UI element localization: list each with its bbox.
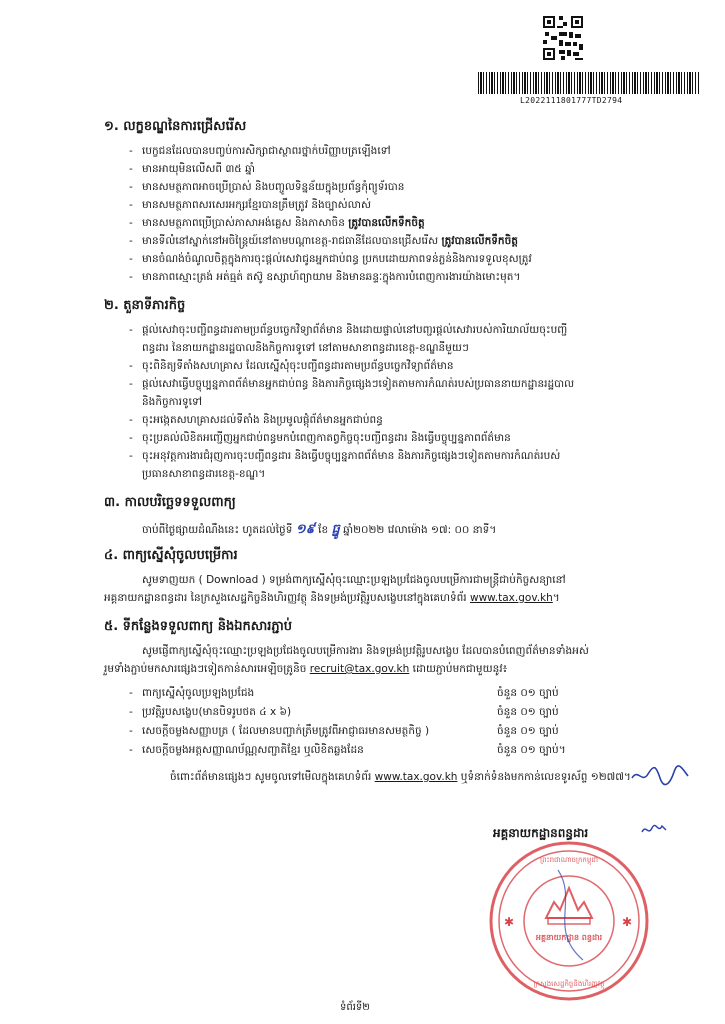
list-item: - បេក្ខជនដែលបានបញ្ចប់ការសិក្សាជាស្ថាពរថ្នាក់បរិញ្ញាបត្រឡើងទៅ [142, 145, 391, 160]
paragraph-text: រួមទាំងភ្ជាប់មកសារផ្សេងៗទៀតកាន់សារអេឡិចត្រូនិច [104, 663, 307, 675]
list-item: - ចុះពិនិត្យទីតាំងសហគ្រាស ដែលស្នើសុំចុះបញ្ជីពន្ធដារតាមប្រព័ន្ធបច្ចេកវិទ្យាព័ត៌មាន [142, 360, 454, 375]
required-document-count: ចំនួន ០១ ច្បាប់ [497, 725, 559, 737]
list-item: - មានចំណង់ចំណូលចិត្តក្នុងការចុះផ្តល់សេវាជូនអ្នកជាប់ពន្ធ ប្រកបដោយភាពទន់ភ្លន់និងការទទួលខុសត្រូវ [142, 253, 532, 268]
list-item-continuation: និងកិច្ចការទូទៅ [142, 396, 202, 408]
contact-text: ចំពោះព័ត៌មានផ្សេងៗ សូមចូលទៅមើលក្នុងគេហទំព័រ [170, 771, 372, 783]
contact-info-line [170, 771, 631, 786]
list-item: - ផ្តល់សេវាចុះបញ្ជីពន្ធដារតាមប្រព័ន្ធបច្ចេកវិទ្យាព័ត៌មាន និងដោយផ្ទាល់នៅបញ្ជរផ្តល់សេវារបស់ការិយាល័យចុះបញ្ជី [142, 324, 567, 339]
svg-text:✱: ✱ [504, 915, 515, 929]
qr-code-icon [543, 16, 583, 60]
seal-bottom-text: ក្រសួងសេដ្ឋកិច្ចនិងហិរញ្ញវត្ថុ [533, 980, 605, 988]
list-item-text: មានសមត្ថភាពប្រើប្រាស់ភាសាអង់គ្លេស និងភាសាចិន [142, 217, 345, 229]
deadline-suffix: ឆ្នាំ២០២២ វេលាម៉ោង ១៧: ០០ នាទី។ [343, 524, 497, 536]
list-item-text: មានទីលំនៅស្នាក់នៅអចិន្ត្រៃយ៍នៅតាមបណ្តាខេត្ត-រាជធានីដែលបានជ្រើសរើស [142, 235, 439, 247]
barcode-number: L2022111801777TD2794 [520, 96, 623, 105]
list-item: - មានអាយុមិនលើសពី ៣៥ ឆ្នាំ [142, 163, 255, 178]
signatory-title: អគ្គនាយកដ្ឋានពន្ធដារ [493, 826, 589, 840]
section-3-heading: ៣. កាលបរិច្ឆេទទទួលពាក្យ [104, 495, 236, 510]
encouraged-label: ត្រូវបានលើកទឹកចិត្ត [348, 217, 425, 229]
list-item [142, 235, 518, 250]
email-link[interactable]: recruit@tax.gov.kh [309, 663, 410, 675]
website-link[interactable]: www.tax.gov.kh [469, 592, 553, 604]
section-1-heading: ១. លក្ខខណ្ឌនៃការជ្រើសរើស [104, 119, 247, 134]
list-item: - មានសមត្ថភាពអាចប្រើប្រាស់ និងបញ្ចូលទិន្នន័យក្នុងប្រព័ន្ធកុំព្យូទ័របាន [142, 181, 404, 196]
encouraged-label: ត្រូវបានលើកទឹកចិត្ត [441, 235, 518, 247]
barcode [478, 72, 700, 94]
required-document-item: - ប្រវត្តិរូបសង្ខេប(មានបិទរូបថត ៤ x ៦) [142, 706, 291, 721]
required-document-count: ចំនួន ០១ ច្បាប់ [497, 687, 559, 699]
paragraph-line: សូមផ្ញើពាក្យស្នើសុំចុះឈ្មោះប្រឡងប្រជែងចូលបម្រើការងារ និងទម្រង់ប្រវត្តិរូបសង្ខេប ដែលបានបំពេញព័ត៌មានទាំងអស់ [142, 645, 589, 657]
seal-top-text: ព្រះរាជាណាចក្រកម្ពុជា [539, 856, 599, 864]
paragraph-end: ។ [552, 592, 560, 604]
official-seal-icon [488, 840, 650, 1002]
deadline-month-label: ខែ [318, 524, 329, 536]
deadline-prefix: ចាប់ពីថ្ងៃផ្សាយដំណឹងនេះ ហូតដល់ថ្ងៃទី [142, 524, 293, 536]
required-document-item: - ពាក្យស្នើសុំចូលប្រឡងប្រជែង [142, 687, 254, 702]
section-2-heading: ២. តួនាទីភារកិច្ច [104, 298, 186, 313]
section-4-heading: ៤. ពាក្យស្នើសុំចូលបម្រើការ [104, 548, 238, 563]
paragraph-end: ដោយភ្ជាប់មកជាមួយនូវ៖ [412, 663, 508, 675]
list-item: - មានភាពស្មោះត្រង់ អត់ធ្មត់ តស៊ូ ឧស្សាហ៍ព្យាយាម និងមានឆន្ទៈក្នុងការបំពេញការងារយ៉ាងមោះមុត។ [142, 271, 520, 286]
required-document-item: - សេចក្តីចម្លងសញ្ញាបត្រ ( ដែលមានបញ្ជាក់ត្រឹមត្រូវពីអាជ្ញាធរមានសមត្ថកិច្ច ) [142, 725, 429, 740]
list-item: - ចុះប្រគល់លិខិតអញ្ជើញអ្នកជាប់ពន្ធមកបំពេញកាតព្វកិច្ចចុះបញ្ជីពន្ធដារ និងធ្វើបច្ចុប្បន្នភាពព័ត៌មាន [142, 432, 511, 447]
required-document-count: ចំនួន ០១ ច្បាប់។ [497, 744, 566, 756]
paragraph-line [104, 592, 560, 607]
list-item-continuation: ពន្ធដារ នៃនាយកដ្ឋានរដ្ឋបាលនិងកិច្ចការទូទៅ នៅតាមសាខាពន្ធដារខេត្ត-ខណ្ឌនីមួយៗ [142, 342, 469, 354]
website-link[interactable]: www.tax.gov.kh [374, 771, 458, 783]
required-document-count: ចំនួន ០១ ច្បាប់ [497, 706, 559, 718]
handwritten-initials-icon [630, 764, 690, 788]
list-item-continuation: ប្រធានសាខាពន្ធដារខេត្ត-ខណ្ឌ។ [142, 468, 266, 480]
seal-center-text: អគ្គនាយកដ្ឋាន ពន្ធដារ [535, 933, 603, 942]
list-item: - ផ្តល់សេវាធ្វើបច្ចុប្បន្នភាពព័ត៌មានអ្នកជាប់ពន្ធ និងភារកិច្ចផ្សេងៗទៀតតាមការកំណត់របស់ប្រធាននាយកដ្ឋានរដ្ឋបាល [142, 378, 574, 393]
paragraph-line: សូមទាញយក ( Download ) ទម្រង់ពាក្យស្នើសុំចុះឈ្មោះប្រឡងប្រជែងចូលបម្រើការជាមន្ត្រីជាប់កិច្ចសន្យានៅ [142, 574, 566, 586]
paragraph-line [104, 663, 507, 678]
svg-text:✱: ✱ [622, 915, 633, 929]
list-item: - មានសមត្ថភាពសរសេរអក្សរខ្មែរបានត្រឹមត្រូវ និងច្បាស់លាស់ [142, 199, 371, 214]
list-item [142, 217, 425, 232]
contact-phone-text: ឬទំនាក់ទំនងមកកាន់លេខទូរស័ព្ទ ១២៧៧។ [460, 771, 631, 783]
deadline-month: ធ្នូ [331, 522, 340, 537]
section-5-heading: ៥. ទីកន្លែងទទួលពាក្យ និងឯកសារភ្ជាប់ [104, 619, 292, 634]
paragraph-text: អគ្គនាយកដ្ឋានពន្ធដារ នៃក្រសួងសេដ្ឋកិច្ចនិងហិរញ្ញវត្ថុ និងទម្រង់ប្រវត្តិរូបសង្ខេបនៅក្នុងគេហទំព័រ [104, 592, 467, 604]
deadline-day: ១៩ [295, 522, 315, 537]
list-item: - ចុះអង្កេតសហគ្រាសដល់ទីតាំង និងប្រមូលផ្តុំព័ត៌មានអ្នកជាប់ពន្ធ [142, 414, 383, 429]
required-document-item: - សេចក្តីចម្លងអត្តសញ្ញាណប័ណ្ណសញ្ជាតិខ្មែរ ឬលិខិតឆ្លងដែន [142, 744, 364, 759]
page-number: ទំព័រទី២ [340, 1002, 370, 1013]
list-item: - ចុះអនុវត្តការងារជំរុញការចុះបញ្ជីពន្ធដារ និងធ្វើបច្ចុប្បន្នភាពព័ត៌មាន និងភារកិច្ចផ្សេងៗទៀតតាមការកំណត់របស់ [142, 450, 560, 465]
deadline-text [142, 521, 496, 540]
handwritten-signature-icon [640, 820, 668, 838]
